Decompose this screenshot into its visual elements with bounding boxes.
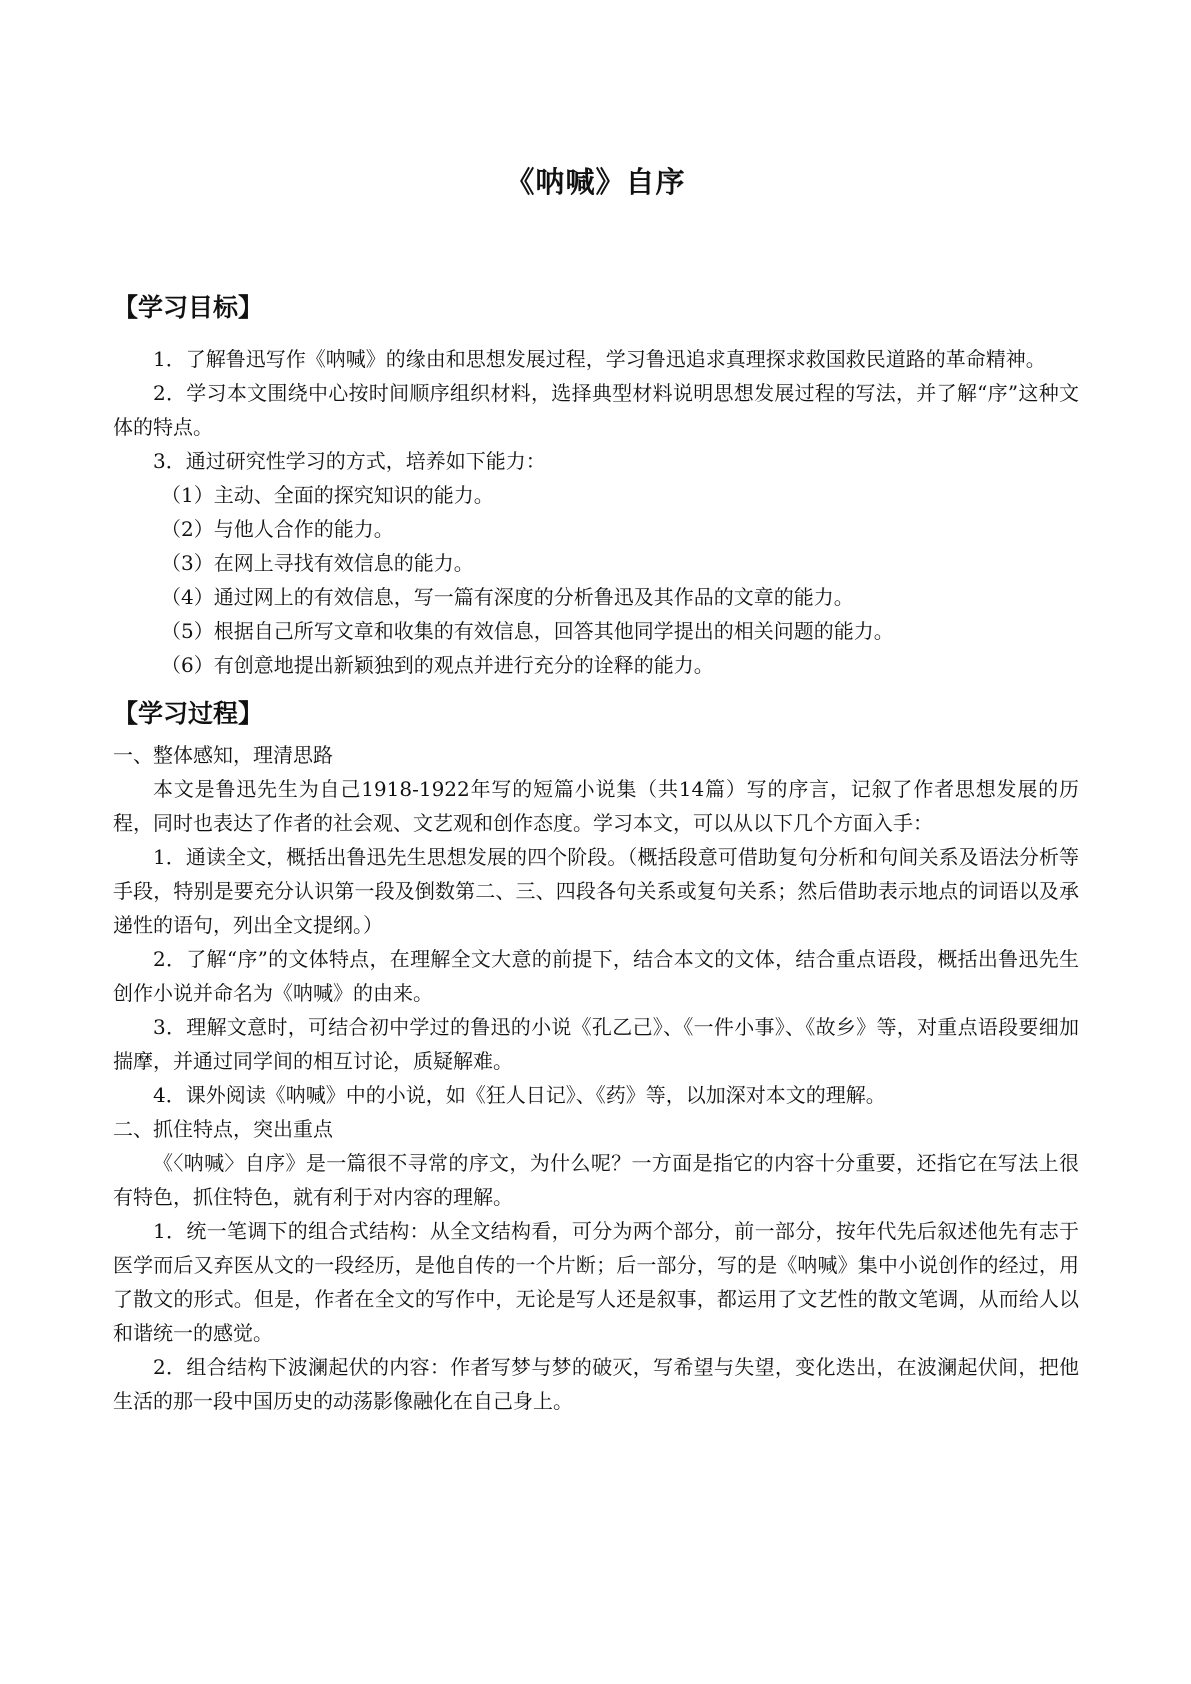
process-item: 3．理解文意时，可结合初中学过的鲁迅的小说《孔乙己》、《一件小事》、《故乡》等，对重点语段要细加揣摩，并通过同学间的相互讨论，质疑解难。 — [113, 1015, 1079, 1073]
ability-item: （5）根据自己所写文章和收集的有效信息，回答其他同学提出的相关问题的能力。 — [161, 619, 894, 643]
section-title: 一、整体感知，理清思路 — [113, 743, 333, 767]
goals-heading: 【学习目标】 — [113, 293, 264, 322]
process-item: 2．了解“序”的文体特点，在理解全文大意的前提下，结合本文的文体，结合重点语段，概括出鲁迅先生创作小说并命名为《呐喊》的由来。 — [113, 947, 1079, 1005]
goal-item: 1．了解鲁迅写作《呐喊》的缘由和思想发展过程，学习鲁迅追求真理探求救国救民道路的革命精神。 — [153, 347, 1046, 371]
process-item: 4．课外阅读《呐喊》中的小说，如《狂人日记》、《药》等，以加深对本文的理解。 — [153, 1083, 886, 1107]
ability-item: （2）与他人合作的能力。 — [161, 517, 394, 541]
section-intro: 本文是鲁迅先生为自己1918-1922年写的短篇小说集（共14篇）写的序言，记叙了作者思想发展的历程，同时也表达了作者的社会观、文艺观和创作态度。学习本文，可以从以下几个方面入手： — [113, 777, 1079, 835]
document-body — [113, 286, 1079, 1418]
ability-item: （4）通过网上的有效信息，写一篇有深度的分析鲁迅及其作品的文章的能力。 — [161, 585, 854, 609]
section-intro: 《〈呐喊〉自序》是一篇很不寻常的序文，为什么呢？一方面是指它的内容十分重要，还指它在写法上很有特色，抓住特色，就有利于对内容的理解。 — [113, 1151, 1079, 1209]
process-item: 1．统一笔调下的组合式结构：从全文结构看，可分为两个部分，前一部分，按年代先后叙述他先有志于医学而后又弃医从文的一段经历，是他自传的一个片断；后一部分，写的是《呐喊》集中小说创作的经过，用了散文的形式。但是，作者在全文的写作中，无论是写人还是叙事，都运用了文艺性的散文笔调，从而给人以和谐统一的感觉。 — [113, 1219, 1079, 1345]
process-heading: 【学习过程】 — [113, 699, 264, 728]
process-item: 1．通读全文，概括出鲁迅先生思想发展的四个阶段。（概括段意可借助复句分析和句间关系及语法分析等手段，特别是要充分认识第一段及倒数第二、三、四段各句关系或复句关系；然后借助表示地点的词语以及承递性的语句，列出全文提纲。） — [113, 845, 1079, 937]
goals-section — [113, 342, 1079, 682]
process-section — [113, 738, 1079, 1418]
page-title: 《呐喊》自序 — [505, 165, 686, 199]
ability-item: （3）在网上寻找有效信息的能力。 — [161, 551, 474, 575]
ability-item: （1）主动、全面的探究知识的能力。 — [161, 483, 494, 507]
goal-item: 3．通过研究性学习的方式，培养如下能力： — [153, 449, 546, 473]
process-item: 2．组合结构下波澜起伏的内容：作者写梦与梦的破灭，写希望与失望，变化迭出，在波澜起伏间，把他生活的那一段中国历史的动荡影像融化在自己身上。 — [113, 1355, 1079, 1413]
goal-item: 2．学习本文围绕中心按时间顺序组织材料，选择典型材料说明思想发展过程的写法，并了解“序”这种文体的特点。 — [113, 381, 1079, 439]
ability-item: （6）有创意地提出新颖独到的观点并进行充分的诠释的能力。 — [161, 653, 714, 677]
section-title: 二、抓住特点，突出重点 — [113, 1117, 333, 1141]
